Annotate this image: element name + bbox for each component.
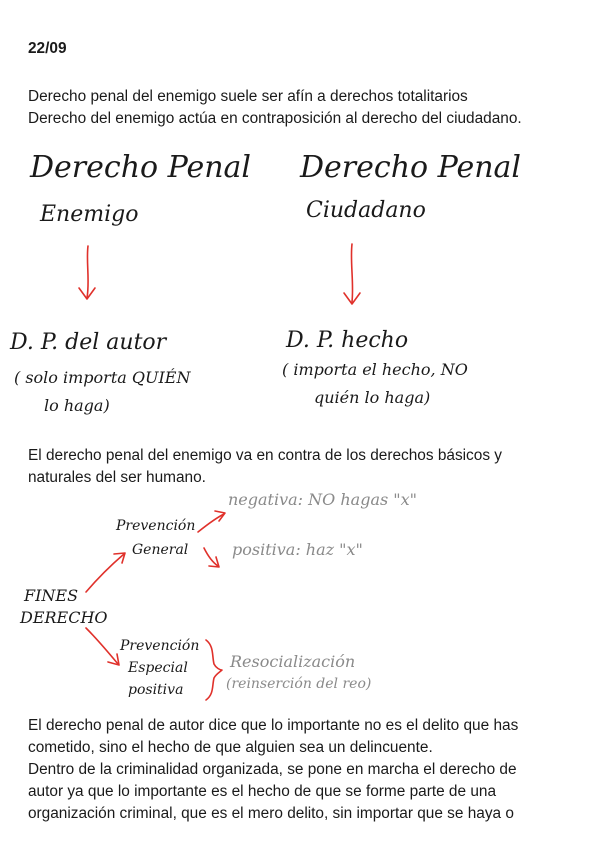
left-title: Derecho Penal	[30, 150, 252, 185]
intro-line-1: Derecho penal del enemigo suele ser afín a derechos totalitarios	[28, 88, 468, 105]
arrow-to-negativa	[198, 514, 224, 532]
arrow-left-down	[87, 246, 88, 298]
bottom-line-4: autor ya que lo importante es el hecho de que se forme parte de una	[28, 783, 497, 800]
right-title: Derecho Penal	[300, 150, 522, 185]
fines-label-2: DERECHO	[20, 608, 108, 627]
middle-line-1: El derecho penal del enemigo va en contra de los derechos básicos y	[28, 447, 502, 464]
prevencion-especial-1: Prevención	[120, 638, 200, 654]
right-note-2: quién lo haga)	[314, 388, 431, 407]
positiva-label: positiva: haz "x"	[232, 540, 363, 559]
middle-line-2: naturales del ser humano.	[28, 469, 206, 486]
resocializacion-label: Resocialización	[230, 652, 356, 671]
prevencion-especial-2: Especial	[128, 660, 188, 676]
bottom-line-5: organización criminal, que es el mero delito, sin importar que se haya o	[28, 805, 514, 822]
date-heading: 22/09	[28, 40, 67, 57]
negativa-label: negativa: NO hagas "x"	[228, 490, 418, 509]
intro-line-2: Derecho del enemigo actúa en contraposición al derecho del ciudadano.	[28, 110, 522, 127]
fines-label-1: FINES	[24, 586, 79, 605]
prevencion-especial-3: positiva	[128, 682, 184, 698]
bottom-line-2: cometido, sino el hecho de que alguien sea un delincuente.	[28, 739, 433, 756]
right-subtitle: Ciudadano	[306, 198, 426, 223]
left-note-2: lo haga)	[44, 396, 110, 415]
prevencion-general-1: Prevención	[116, 518, 196, 534]
left-subtitle: Enemigo	[40, 202, 139, 227]
right-result: D. P. hecho	[286, 328, 409, 353]
prevencion-general-2: General	[132, 542, 189, 558]
left-note-1: ( solo importa QUIÉN	[14, 368, 191, 387]
arrow-to-general	[86, 554, 124, 592]
arrow-right-down	[351, 244, 352, 302]
right-note-1: ( importa el hecho, NO	[282, 360, 468, 379]
left-result: D. P. del autor	[10, 330, 167, 355]
bottom-line-1: El derecho penal de autor dice que lo importante no es el delito que has	[28, 717, 519, 734]
arrow-to-especial	[86, 628, 118, 664]
reinsercion-label: (reinserción del reo)	[226, 676, 372, 692]
brace-especial	[206, 640, 222, 700]
bottom-line-3: Dentro de la criminalidad organizada, se pone en marcha el derecho de	[28, 761, 517, 778]
